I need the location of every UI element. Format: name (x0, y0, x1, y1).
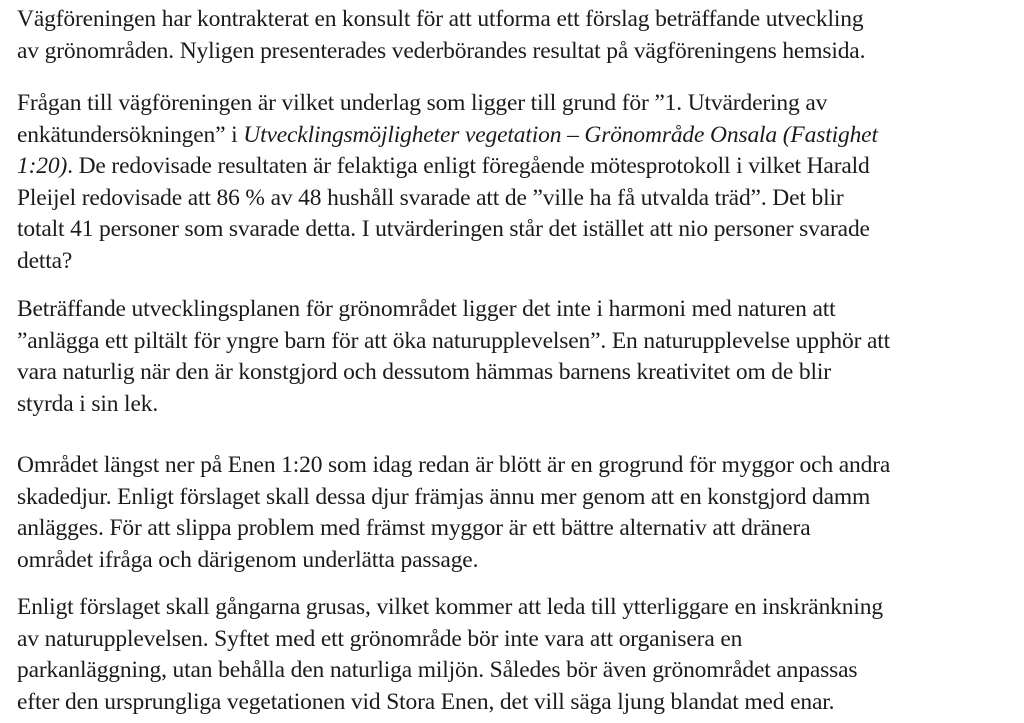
text-line: styrda i sin lek. (17, 390, 159, 417)
paragraph-development-plan (17, 294, 1017, 420)
text-line: Enligt förslaget skall gångarna grusas, vilket kommer att leda till ytterliggare en inskränkning (17, 594, 883, 620)
paragraph-consultant-proposal (17, 4, 1017, 67)
text-line: totalt 41 personer som svarade detta. I utvärderingen står det istället att nio personer svarade (17, 216, 870, 242)
text-segment: enkätundersökningen” i (17, 121, 244, 148)
text-line: av naturupplevelsen. Syftet med ett grönområde bör inte vara att organisera en (17, 625, 743, 652)
paragraph-wet-area (17, 450, 1017, 576)
text-line: efter den ursprungliga vegetationen vid Stora Enen, det vill säga ljung blandat med enar. (17, 688, 835, 715)
document-title-reference: 1:20) (17, 153, 68, 179)
text-line: Beträffande utvecklingsplanen för grönområdet ligger det inte i harmoni med naturen att (17, 296, 836, 322)
text-line: anlägges. För att slippa problem med främst myggor är ett bättre alternativ att dränera (17, 515, 811, 541)
text-line: området ifråga och därigenom underlätta passage. (17, 546, 479, 573)
text-line (17, 120, 1017, 152)
document-title-reference: Utvecklingsmöjligheter vegetation – Grönområde Onsala (Fastighet (243, 121, 878, 148)
text-line: detta? (17, 247, 73, 274)
text-line: skadedjur. Enligt förslaget skall dessa djur främjas ännu mer genom att en konstgjord damm (17, 483, 871, 510)
text-line: Området längst ner på Enen 1:20 som idag redan är blött är en grogrund för myggor och andra (17, 452, 891, 478)
text-line: parkanläggning, utan behålla den naturliga miljön. Således bör även grönområdet anpassas (17, 657, 858, 683)
text-line: ”anlägga ett piltält för yngre barn för att öka naturupplevelsen”. En naturupplevelse upphör att (17, 327, 891, 354)
text-line: Frågan till vägföreningen är vilket underlag som ligger till grund för ”1. Utvärdering av (17, 90, 828, 116)
paragraph-gravel-paths (17, 592, 1017, 718)
text-line (17, 151, 1017, 183)
text-line: vara naturlig när den är konstgjord och dessutom hämmas barnens kreativitet om de blir (17, 359, 831, 385)
text-line: av grönområden. Nyligen presenterades vederbörandes resultat på vägföreningens hemsida. (17, 37, 866, 64)
text-line: Vägföreningen har kontrakterat en konsult för att utforma ett förslag beträffande utveckling (17, 6, 864, 32)
text-segment: . De redovisade resultaten är felaktiga enligt föregående mötesprotokoll i vilket Harald (67, 153, 870, 179)
paragraph-survey-question (17, 88, 1017, 277)
text-line: Pleijel redovisade att 86 % av 48 hushåll svarade att de ”ville ha få utvalda träd”. Det blir (17, 184, 844, 211)
